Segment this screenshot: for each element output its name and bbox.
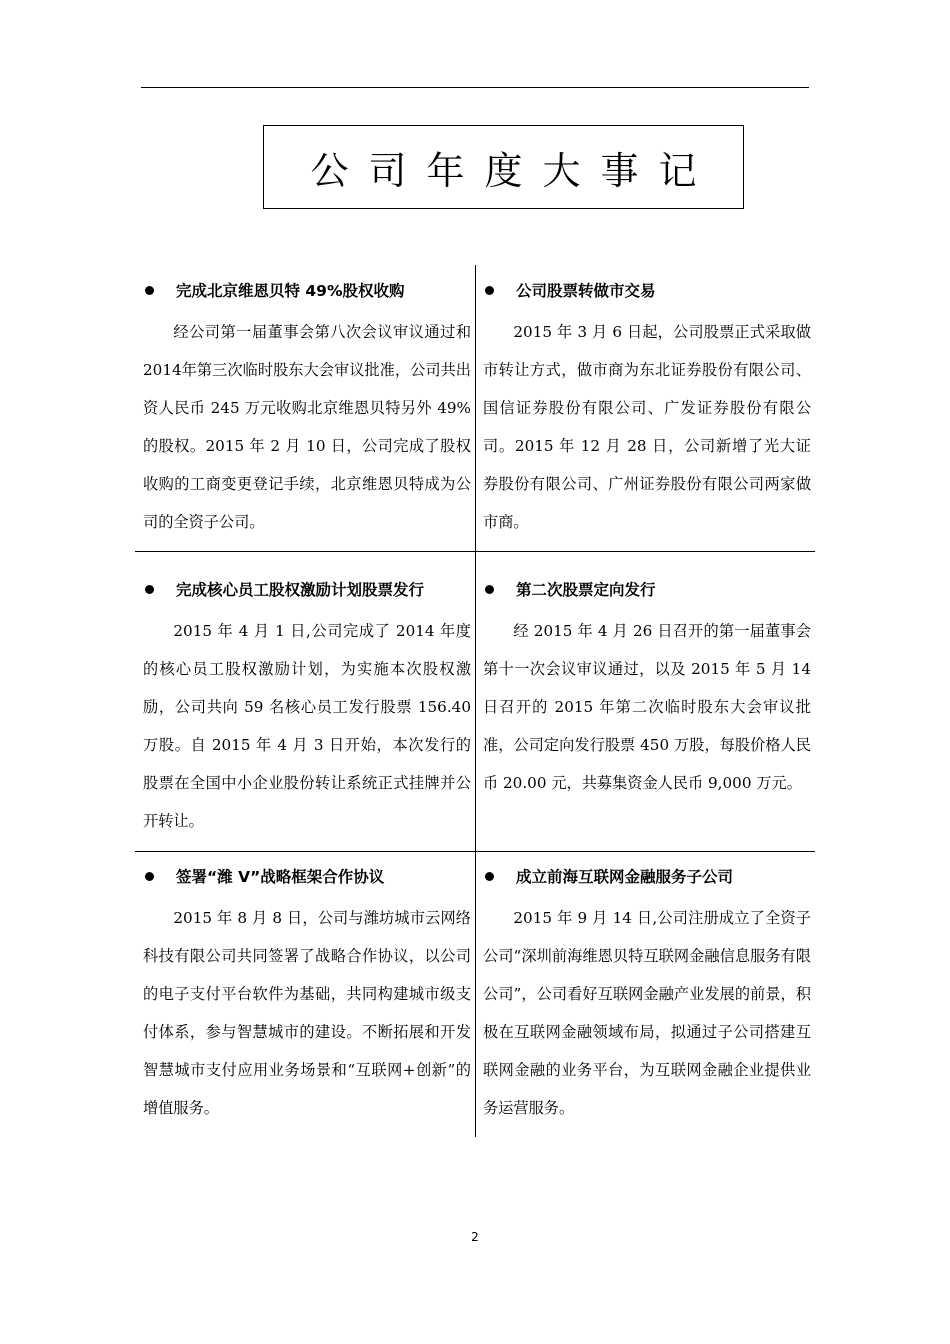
event-heading (483, 861, 811, 891)
event-heading (483, 275, 811, 305)
row-divider-2 (135, 851, 815, 852)
event-body: 2015 年 8 月 8 日，公司与潍坊城市云网络科技有限公司共同签署了战略合作协议，以公司的电子支付平台软件为基础，共同构建城市级支付体系，参与智慧城市的建设。不断拓展和开发智慧城市支付应用业务场景和“互联网+创新”的增值服务。 (143, 909, 471, 1117)
event-body: 2015 年 9 月 14 日,公司注册成立了全资子公司“深圳前海维恩贝特互联网金融信息服务有限公司”，公司看好互联网金融产业发展的前景，积极在互联网金融领域布局，拟通过子公司搭建互联网金融的业务平台，为互联网金融企业提供业务运营服务。 (483, 909, 811, 1117)
event-heading (143, 861, 471, 891)
bullet-icon (145, 286, 154, 295)
event-body: 经 2015 年 4 月 26 日召开的第一届董事会第十一次会议审议通过，以及 2015 年 5 月 14 日召开的 2015 年第二次临时股东大会审议批准，公司定向发行股票 450 万股，每股价格人民币 20.00 元，共募集资金人民币 9,000 万元。 (483, 622, 811, 792)
event-heading-text: 完成核心员工股权激励计划股票发行 (176, 581, 425, 599)
event-heading (143, 275, 471, 305)
event-heading-text: 公司股票转做市交易 (516, 282, 656, 300)
bullet-icon (485, 872, 494, 881)
bullet-icon (485, 286, 494, 295)
event-body: 经公司第一届董事会第八次会议审议通过和2014年第三次临时股东大会审议批准，公司共出资人民币 245 万元收购北京维恩贝特另外 49%的股权。2015 年 2 月 10 日，公司完成了股权收购的工商变更登记手续，北京维恩贝特成为公司的全资子公司。 (143, 323, 471, 531)
bullet-icon (145, 585, 154, 594)
event-section (483, 275, 811, 541)
event-section (143, 574, 471, 840)
event-body: 2015 年 4 月 1 日,公司完成了 2014 年度的核心员工股权激励计划，为实施本次股权激励，公司共向 59 名核心员工发行股票 156.40 万股。自 2015 年 4 月 3 日开始，本次发行的股票在全国中小企业股份转让系统正式挂牌并公开转让。 (143, 622, 471, 830)
event-section (143, 861, 471, 1127)
event-body: 2015 年 3 月 6 日起，公司股票正式采取做市转让方式，做市商为东北证券股份有限公司、国信证券股份有限公司、广发证券股份有限公司。2015 年 12 月 28 日，公司新增了光大证券股份有限公司、广州证券股份有限公司两家做市商。 (483, 323, 811, 531)
event-section (483, 574, 811, 802)
event-heading-text: 签署“潍 V”战略框架合作协议 (176, 868, 385, 886)
event-heading-text: 成立前海互联网金融服务子公司 (516, 868, 734, 886)
page-title: 公司年度大事记 (310, 148, 717, 193)
event-heading (483, 574, 811, 604)
header-rule (141, 87, 809, 88)
event-section (483, 861, 811, 1127)
event-heading (143, 574, 471, 604)
page-number: 2 (471, 1230, 479, 1244)
bullet-icon (145, 872, 154, 881)
event-section (143, 275, 471, 541)
title-box (263, 125, 744, 209)
event-heading-text: 完成北京维恩贝特 49%股权收购 (176, 282, 405, 300)
column-divider (475, 265, 476, 1137)
bullet-icon (485, 585, 494, 594)
row-divider-1 (135, 551, 815, 552)
event-heading-text: 第二次股票定向发行 (516, 581, 656, 599)
